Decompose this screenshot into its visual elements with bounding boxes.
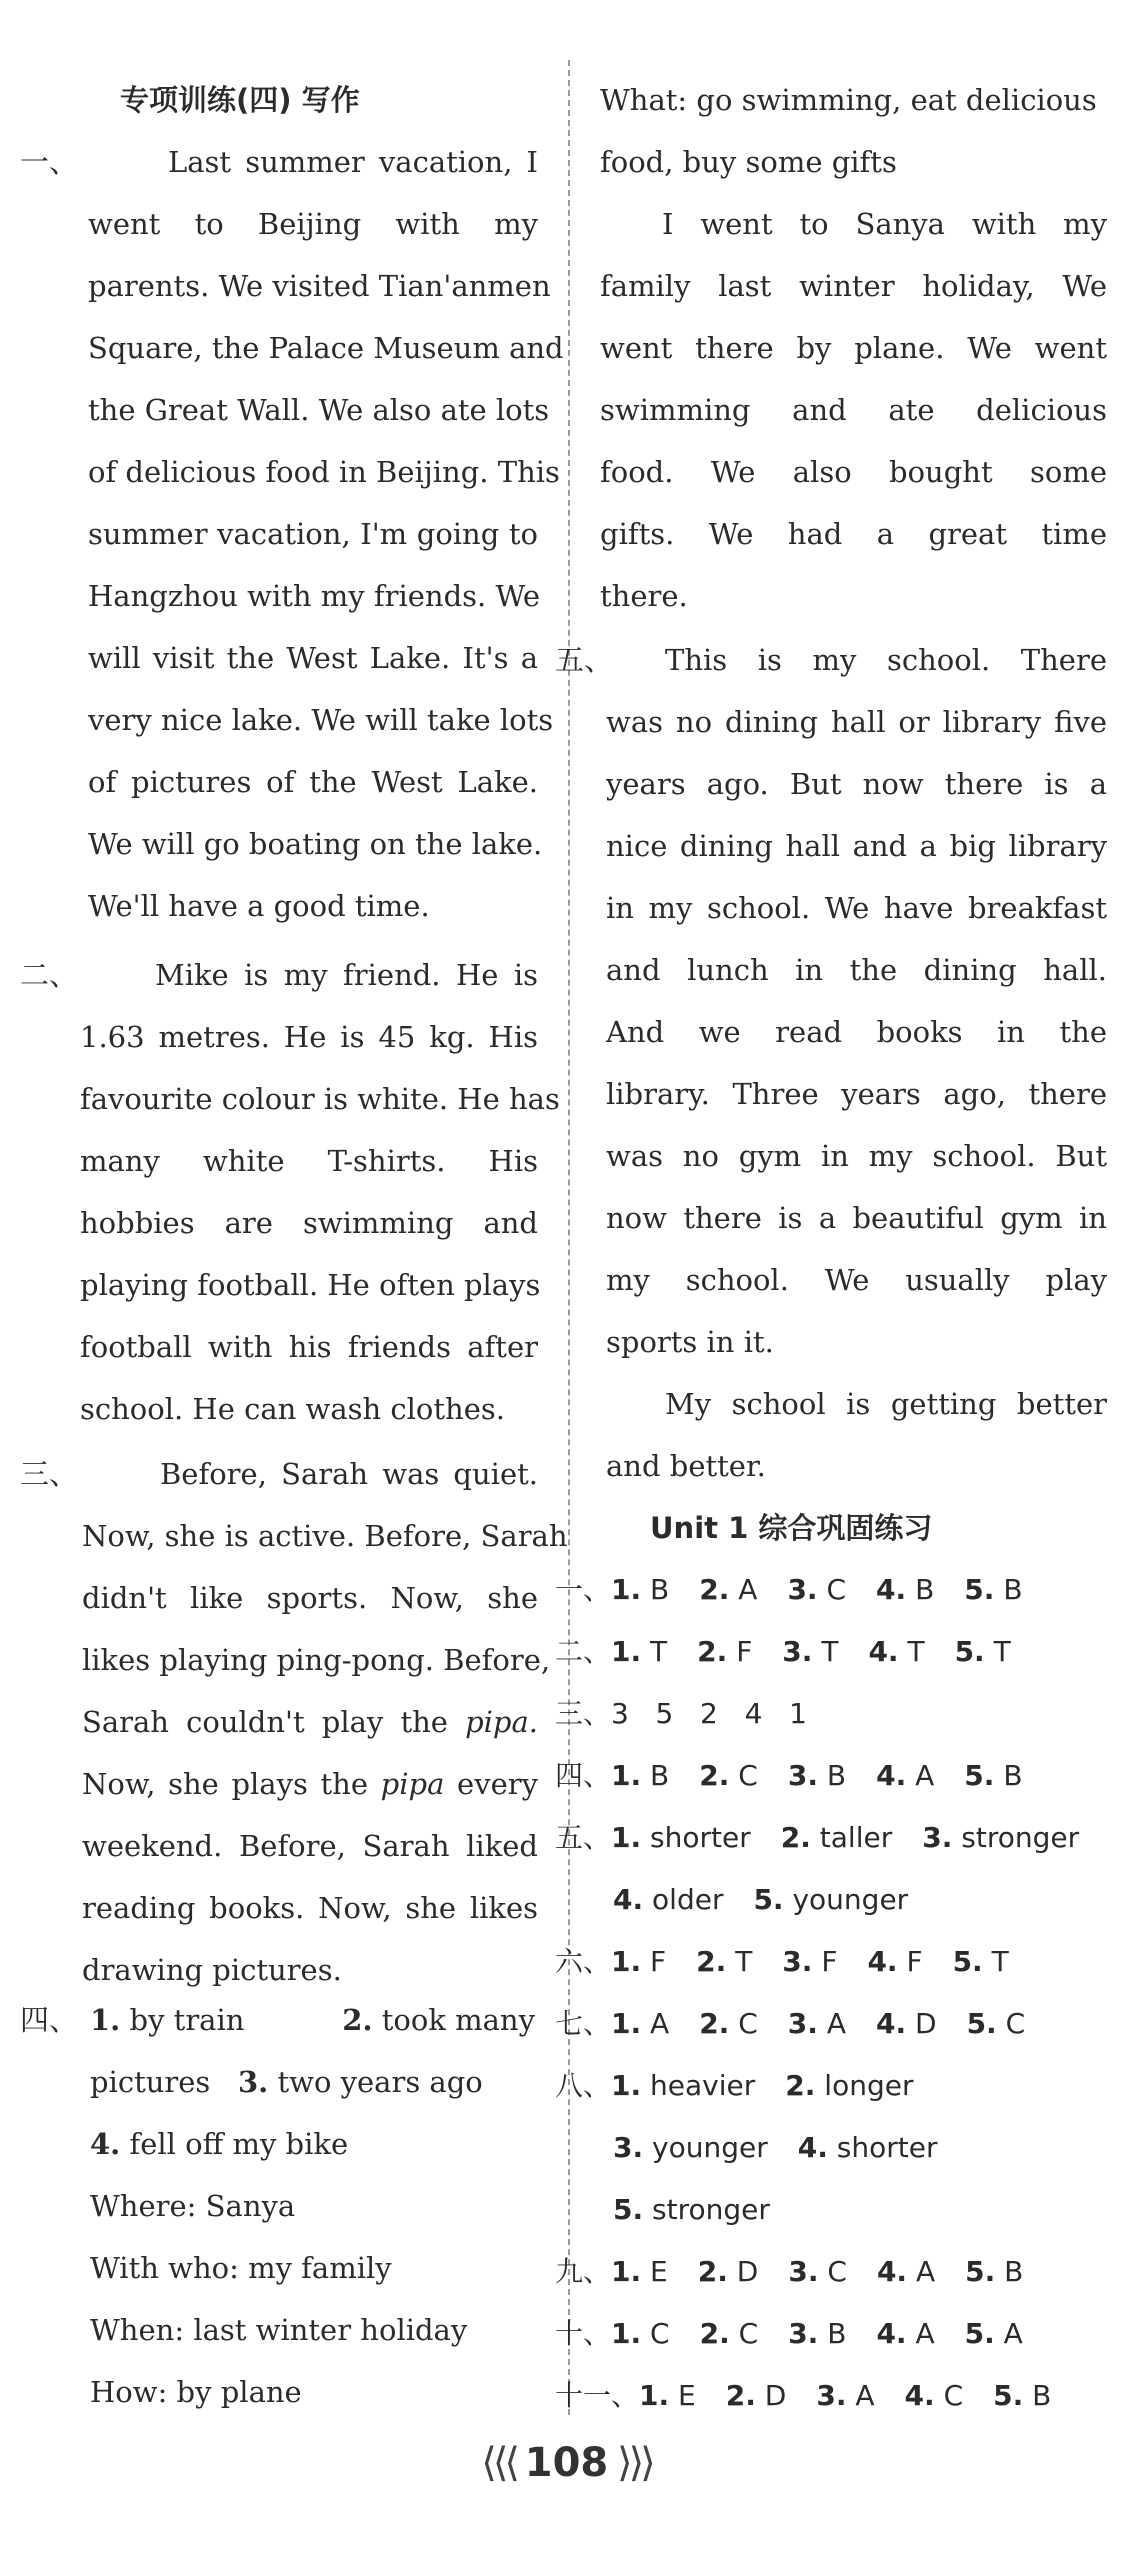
item-number: 1. xyxy=(611,2317,642,2350)
answer-item xyxy=(611,2314,670,2354)
answer-value: D xyxy=(736,2255,759,2288)
answer-item xyxy=(611,2066,755,2106)
item-number: 5. xyxy=(965,2255,996,2288)
answer-item xyxy=(867,1942,922,1982)
answer-value: E xyxy=(678,2379,696,2412)
answer-item xyxy=(781,1818,892,1858)
text-line: sports in it. xyxy=(606,1325,774,1359)
text-line: drawing pictures. xyxy=(82,1953,342,1987)
item-number: 3. xyxy=(788,2255,819,2288)
answer-item xyxy=(876,1570,934,1610)
answer-item xyxy=(782,1942,837,1982)
text-line: swimming and ate delicious xyxy=(600,393,1107,427)
answer-item xyxy=(965,2314,1023,2354)
answer-value: A xyxy=(1003,2317,1023,2350)
answer-row xyxy=(555,1942,1115,1982)
text-line: went to Beijing with my xyxy=(88,207,538,241)
text-line: Last summer vacation, I xyxy=(168,145,538,179)
answer-value: C xyxy=(738,2317,759,2350)
item-number: 3. xyxy=(787,2007,818,2040)
item-number: 3. xyxy=(787,1759,818,1792)
answer-marker: 九、 xyxy=(555,2255,612,2288)
answer-value: shorter xyxy=(836,2131,938,2164)
answer-row xyxy=(555,2190,1115,2230)
answer-value: C xyxy=(1005,2007,1026,2040)
answer-item xyxy=(967,2004,1026,2044)
item-number: 3. xyxy=(787,1573,818,1606)
answer-value: older xyxy=(652,1883,724,1916)
answer-value: taller xyxy=(819,1821,893,1854)
answer-row xyxy=(555,2314,1115,2354)
answer-text: two years ago xyxy=(277,2065,483,2099)
answer-text: fell off my bike xyxy=(129,2127,349,2161)
answer-item xyxy=(788,2314,846,2354)
answer-value: A xyxy=(915,2317,935,2350)
answer-text: pictures xyxy=(90,2065,211,2099)
answer-value: A xyxy=(738,1573,758,1606)
answer-item xyxy=(611,1632,667,1672)
answer-row xyxy=(555,1570,1115,1610)
page-number xyxy=(0,2440,1133,2486)
text-line: And we read books in the xyxy=(606,1015,1107,1049)
question-marker: 二、 xyxy=(20,958,79,992)
question-marker: 三、 xyxy=(20,1457,79,1491)
answer-value: B xyxy=(1003,1759,1023,1792)
answer-value: A xyxy=(855,2379,875,2412)
answer-row xyxy=(555,1694,1115,1734)
text-line: hobbies are swimming and xyxy=(80,1206,538,1240)
answer-marker: 二、 xyxy=(555,1635,612,1668)
item-number: 5. xyxy=(952,1945,983,1978)
answer-marker: 十、 xyxy=(555,2317,612,2350)
answer-value: T xyxy=(650,1635,668,1668)
text-line: and better. xyxy=(606,1449,766,1483)
text-line: my school. We usually play xyxy=(606,1263,1107,1297)
text-line: likes playing ping-pong. Before, xyxy=(82,1643,551,1677)
answer-value: B xyxy=(1004,2255,1024,2288)
item-number: 2. xyxy=(697,2255,728,2288)
page-number-value: 108 xyxy=(524,2440,609,2486)
answer-value: C xyxy=(943,2379,964,2412)
item-number: 5. xyxy=(753,1883,784,1916)
item-number: 1. xyxy=(611,1821,642,1854)
answer-row xyxy=(555,1756,1115,1796)
answer-row xyxy=(555,1818,1115,1858)
answer-value: B xyxy=(650,1573,670,1606)
answer-item xyxy=(611,1818,751,1858)
text-line: will visit the West Lake. It's a xyxy=(88,641,538,675)
text-line: Hangzhou with my friends. We xyxy=(88,579,541,613)
item-number: 3. xyxy=(816,2379,847,2412)
text-line: family last winter holiday, We xyxy=(600,269,1107,303)
answer-value: C xyxy=(738,1759,758,1792)
answer-value: B xyxy=(826,1759,847,1792)
item-number: 4. xyxy=(875,2007,907,2040)
text-line xyxy=(82,1702,538,1742)
answer-item xyxy=(699,1756,758,1796)
answer-item xyxy=(782,1632,838,1672)
answer-item xyxy=(696,1942,752,1982)
text-fragment: Now, she plays the xyxy=(82,1767,369,1801)
item-number: 2. xyxy=(785,2069,816,2102)
item-number: 4. xyxy=(797,2131,828,2164)
item-number: 4. xyxy=(876,1759,907,1792)
answer-value: B xyxy=(1032,2379,1052,2412)
answer-item xyxy=(611,1942,666,1982)
answer-marker: 三、 xyxy=(555,1697,612,1730)
answer-item xyxy=(613,1880,723,1920)
answer-value: A xyxy=(650,2007,670,2040)
text-line: library. Three years ago, there xyxy=(606,1077,1107,1111)
answer-item xyxy=(788,1756,846,1796)
section-title: 专项训练(四) 写作 xyxy=(120,83,360,117)
answer-value: F xyxy=(736,1635,753,1668)
answer-item xyxy=(700,2314,759,2354)
text-line: Mike is my friend. He is xyxy=(155,958,538,992)
text-line: food. We also bought some xyxy=(600,455,1107,489)
text-line: in my school. We have breakfast xyxy=(606,891,1107,925)
info-line: When: last winter holiday xyxy=(90,2313,468,2347)
item-number: 1. xyxy=(611,1759,642,1792)
item-number: 2. xyxy=(725,2379,756,2412)
answer-item xyxy=(787,1570,846,1610)
item-number: 3. xyxy=(788,2317,819,2350)
answer-row xyxy=(555,2066,1115,2106)
item-number: 1. xyxy=(90,2003,121,2037)
answer-value: B xyxy=(1003,1573,1023,1606)
text-line: gifts. We had a great time xyxy=(600,517,1107,551)
text-line: didn't like sports. Now, she xyxy=(82,1581,538,1615)
item-number: 3. xyxy=(237,2065,269,2099)
question-marker: 四、 xyxy=(20,2003,79,2037)
answer-value: B xyxy=(915,1573,935,1606)
answer-row xyxy=(555,2252,1115,2292)
answer-item xyxy=(868,1632,924,1672)
info-line: How: by plane xyxy=(90,2375,302,2409)
answer-value: T xyxy=(907,1635,925,1668)
chevron-right-icon: ⟩⟩⟩ xyxy=(608,2440,652,2486)
text-line: We will go boating on the lake. xyxy=(88,827,543,861)
item-number: 2. xyxy=(699,2007,730,2040)
text-line: weekend. Before, Sarah liked xyxy=(82,1829,538,1863)
answer-item xyxy=(699,2004,758,2044)
text-line: many white T-shirts. His xyxy=(80,1144,538,1178)
item-number: 2. xyxy=(342,2003,373,2037)
item-number: 2. xyxy=(699,1759,730,1792)
answer-value: T xyxy=(991,1945,1009,1978)
item-number: 5. xyxy=(964,1759,995,1792)
text-line xyxy=(82,1764,538,1804)
answer-marker: 五、 xyxy=(555,1821,612,1854)
answer-value: C xyxy=(827,2255,847,2288)
text-line: of delicious food in Beijing. This xyxy=(88,455,560,489)
answer-text: by train xyxy=(129,2003,245,2037)
answer-item xyxy=(993,2376,1051,2416)
answer-item xyxy=(965,2252,1023,2292)
answer-item xyxy=(697,1632,752,1672)
answer-value: A xyxy=(826,2007,846,2040)
answer-marker: 六、 xyxy=(555,1945,612,1978)
answer-value: F xyxy=(821,1945,838,1978)
item-number: 4. xyxy=(867,1945,898,1978)
text-line: summer vacation, I'm going to xyxy=(88,517,538,551)
item-number: 1. xyxy=(611,1573,642,1606)
answer-value: D xyxy=(915,2007,937,2040)
item-number: 4. xyxy=(876,1573,907,1606)
answer-value: D xyxy=(764,2379,787,2412)
text-line: went there by plane. We went xyxy=(600,331,1107,365)
answer-value: younger xyxy=(652,2131,768,2164)
text-line: the Great Wall. We also ate lots xyxy=(88,393,550,427)
answer-item xyxy=(611,2252,668,2292)
answer-value: A xyxy=(915,1759,935,1792)
text-line: nice dining hall and a big library xyxy=(606,829,1107,863)
answer-text: took many xyxy=(381,2003,535,2037)
text-line: 1.63 metres. He is 45 kg. His xyxy=(80,1020,538,1054)
answer-item xyxy=(611,1570,669,1610)
text-line: there. xyxy=(600,579,688,613)
answer-item xyxy=(611,2004,669,2044)
answer-item xyxy=(953,1942,1009,1982)
answer-item xyxy=(798,2128,938,2168)
answer-value: B xyxy=(650,1759,670,1792)
item-number: 2. xyxy=(697,1635,728,1668)
answer-value: longer xyxy=(824,2069,914,2102)
text-line: school. He can wash clothes. xyxy=(80,1392,505,1426)
answer-value: F xyxy=(906,1945,923,1978)
text-line: was no gym in my school. But xyxy=(606,1139,1107,1173)
text-fragment: Sarah couldn't play the xyxy=(82,1705,448,1739)
item-number: 3. xyxy=(782,1635,813,1668)
item-number: 5. xyxy=(964,1573,995,1606)
question-marker: 五、 xyxy=(555,643,614,677)
answer-item xyxy=(788,2004,846,2044)
answer-item xyxy=(964,1570,1022,1610)
answer-marker: 十一、 xyxy=(555,2379,640,2412)
answer-item xyxy=(816,2376,874,2416)
item-number: 1. xyxy=(611,2255,642,2288)
answer-value: stronger xyxy=(961,1821,1080,1854)
item-number: 5. xyxy=(613,2193,644,2226)
text-line: favourite colour is white. He has xyxy=(80,1082,560,1116)
item-number: 5. xyxy=(966,2007,997,2040)
item-number: 4. xyxy=(90,2127,121,2161)
item-number: 3. xyxy=(782,1945,813,1978)
text-line: Before, Sarah was quiet. xyxy=(160,1457,538,1491)
answer-item xyxy=(876,2004,937,2044)
answer-row xyxy=(555,1632,1115,1672)
answer-value: E xyxy=(650,2255,668,2288)
answer-value: T xyxy=(821,1635,839,1668)
answer-line xyxy=(90,2124,610,2164)
answer-row xyxy=(555,2128,1115,2168)
answer-item xyxy=(964,1756,1022,1796)
unit-title: Unit 1 综合巩固练习 xyxy=(650,1511,933,1545)
answer-item xyxy=(785,2066,913,2106)
text-line: football with his friends after xyxy=(80,1330,538,1364)
item-number: 3. xyxy=(922,1821,953,1854)
answer-item xyxy=(788,2252,847,2292)
info-line: With who: my family xyxy=(90,2251,392,2285)
item-number: 5. xyxy=(993,2379,1024,2412)
answer-item xyxy=(922,1818,1079,1858)
text-line: very nice lake. We will take lots xyxy=(88,703,554,737)
text-line: years ago. But now there is a xyxy=(606,767,1107,801)
info-line: What: go swimming, eat delicious xyxy=(600,83,1097,117)
item-number: 1. xyxy=(611,1945,642,1978)
text-fragment: every xyxy=(457,1767,538,1801)
item-number: 2. xyxy=(699,1573,730,1606)
item-number: 2. xyxy=(699,2317,730,2350)
answer-item xyxy=(753,1880,908,1920)
item-number: 5. xyxy=(964,2317,995,2350)
answer-value: shorter xyxy=(650,1821,751,1854)
item-number: 4. xyxy=(876,2317,907,2350)
answer-row xyxy=(555,2004,1115,2044)
answer-value: C xyxy=(738,2007,758,2040)
answer-value: A xyxy=(915,2255,936,2288)
answer-marker: 八、 xyxy=(555,2069,612,2102)
answer-text: 3 5 2 4 1 xyxy=(611,1697,807,1730)
answer-value: heavier xyxy=(650,2069,756,2102)
answer-value: C xyxy=(650,2317,670,2350)
item-number: 4. xyxy=(868,1635,899,1668)
answer-item xyxy=(699,1570,757,1610)
answer-item xyxy=(876,2314,934,2354)
item-number: 2. xyxy=(780,1821,811,1854)
text-line: parents. We visited Tian'anmen xyxy=(88,269,551,303)
answer-item xyxy=(611,1756,669,1796)
answer-value: C xyxy=(826,1573,847,1606)
text-line: now there is a beautiful gym in xyxy=(606,1201,1107,1235)
answer-value: B xyxy=(827,2317,847,2350)
answer-row xyxy=(555,2376,1115,2416)
item-number: 1. xyxy=(611,2069,642,2102)
answer-line xyxy=(90,2062,610,2102)
answer-item xyxy=(877,2252,935,2292)
item-number: 4. xyxy=(876,2255,908,2288)
answer-item xyxy=(876,1756,934,1796)
text-line: Square, the Palace Museum and xyxy=(88,331,564,365)
answer-item xyxy=(639,2376,696,2416)
item-number: 3. xyxy=(613,2131,644,2164)
info-line: Where: Sanya xyxy=(90,2189,296,2223)
text-line: We'll have a good time. xyxy=(88,889,430,923)
chevron-left-icon: ⟨⟨⟨ xyxy=(481,2440,525,2486)
answer-item xyxy=(955,1632,1011,1672)
answer-marker: 四、 xyxy=(555,1759,612,1792)
text-line: This is my school. There xyxy=(665,643,1107,677)
italic-word: pipa. xyxy=(465,1705,538,1739)
item-number: 1. xyxy=(639,2379,670,2412)
answer-value: T xyxy=(993,1635,1011,1668)
answer-value: stronger xyxy=(652,2193,770,2226)
text-line: I went to Sanya with my xyxy=(662,207,1107,241)
answer-item xyxy=(905,2376,964,2416)
answer-value: F xyxy=(650,1945,667,1978)
question-marker: 一、 xyxy=(20,145,79,179)
text-line: reading books. Now, she likes xyxy=(82,1891,538,1925)
answer-item xyxy=(698,2252,759,2292)
info-line: food, buy some gifts xyxy=(600,145,897,179)
item-number: 2. xyxy=(696,1945,727,1978)
text-line: Now, she is active. Before, Sarah xyxy=(82,1519,568,1553)
answer-value: T xyxy=(735,1945,753,1978)
text-line: and lunch in the dining hall. xyxy=(606,953,1107,987)
text-line: playing football. He often plays xyxy=(80,1268,541,1302)
answer-row xyxy=(555,1880,1115,1920)
item-number: 1. xyxy=(611,2007,642,2040)
italic-word: pipa xyxy=(380,1767,445,1801)
text-line: My school is getting better xyxy=(665,1387,1107,1421)
answer-line xyxy=(90,2000,535,2040)
answer-item xyxy=(613,2128,768,2168)
answer-marker: 一、 xyxy=(555,1573,612,1606)
answer-item xyxy=(726,2376,787,2416)
item-number: 4. xyxy=(904,2379,935,2412)
text-line: of pictures of the West Lake. xyxy=(88,765,538,799)
answer-marker: 七、 xyxy=(555,2007,612,2040)
item-number: 4. xyxy=(613,1883,644,1916)
answer-value: younger xyxy=(792,1883,909,1916)
item-number: 1. xyxy=(611,1635,642,1668)
answer-item xyxy=(613,2190,770,2230)
text-line: was no dining hall or library five xyxy=(606,705,1107,739)
item-number: 5. xyxy=(954,1635,985,1668)
